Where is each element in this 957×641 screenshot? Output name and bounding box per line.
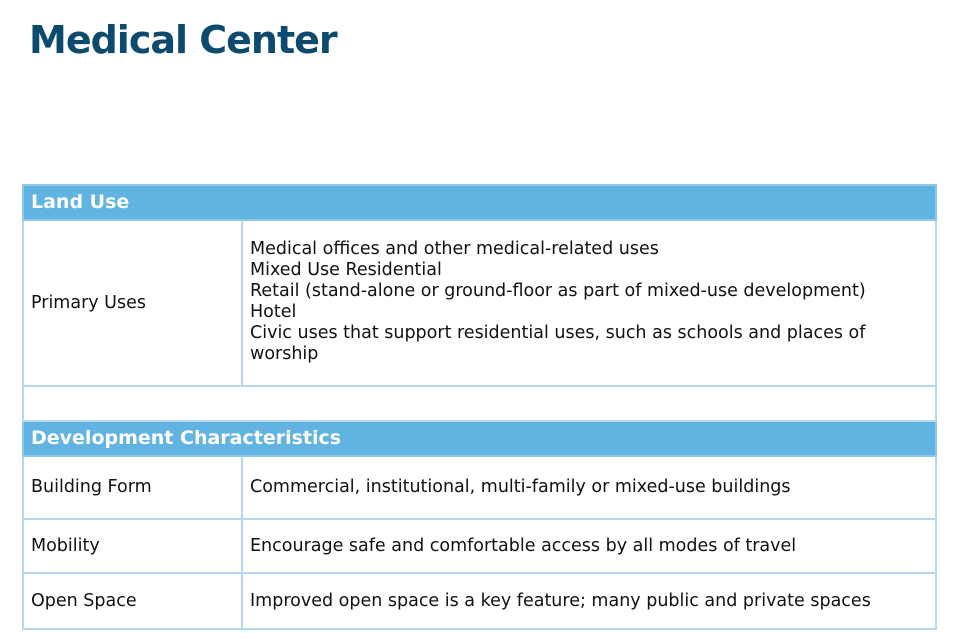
table-row: [23, 519, 936, 573]
list-item: Mixed Use Residential: [250, 260, 442, 280]
list-item: Retail (stand-alone or ground-floor as part of mixed-use development): [250, 281, 866, 301]
land-use-header: Land Use: [23, 185, 936, 220]
table-row: [23, 573, 936, 629]
open-space-label: Open Space: [23, 573, 242, 629]
primary-uses-label: Primary Uses: [23, 220, 242, 386]
list-item: Civic uses that support residential uses, such as schools and places of worship: [250, 323, 866, 364]
table-row: [23, 220, 936, 386]
mobility-value: Encourage safe and comfortable access by all modes of travel: [242, 519, 936, 573]
building-form-value: Commercial, institutional, multi-family or mixed-use buildings: [242, 456, 936, 519]
spacer-row: [23, 386, 936, 421]
building-form-label: Building Form: [23, 456, 242, 519]
page-title: Medical Center: [29, 18, 337, 62]
land-use-header-row: [23, 185, 936, 220]
list-item: Medical offices and other medical-related uses: [250, 239, 659, 259]
empty-cell: [23, 386, 936, 421]
list-item: Hotel: [250, 302, 297, 322]
open-space-value: Improved open space is a key feature; many public and private spaces: [242, 573, 936, 629]
development-header-row: [23, 421, 936, 456]
mobility-label: Mobility: [23, 519, 242, 573]
land-use-table: [22, 184, 937, 630]
development-header: Development Characteristics: [23, 421, 936, 456]
table-row: [23, 456, 936, 519]
primary-uses-list: [242, 220, 936, 386]
